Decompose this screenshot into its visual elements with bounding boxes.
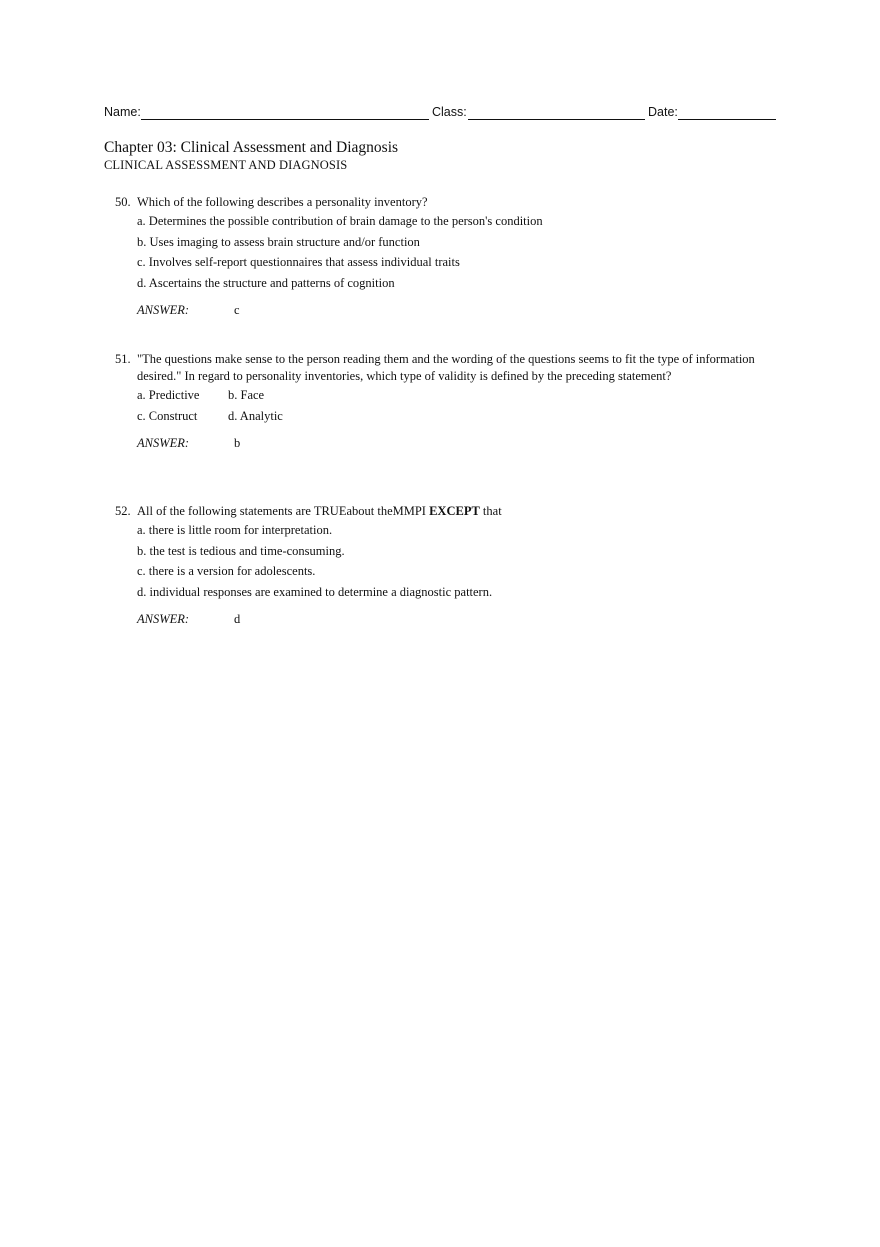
question-text-before: All of the following statements are TRUEabout theMMPI	[137, 504, 430, 518]
question-stem	[115, 503, 755, 520]
name-field-line[interactable]	[141, 119, 429, 120]
class-label: Class:	[432, 105, 467, 119]
question-text-after: that	[479, 504, 502, 518]
name-label: Name:	[104, 105, 141, 119]
choice-a: a. Determines the possible contribution of brain damage to the person's condition	[137, 214, 543, 228]
question-number: 52.	[115, 504, 131, 518]
choice-d: d. individual responses are examined to determine a diagnostic pattern.	[137, 584, 493, 599]
section-title: CLINICAL ASSESSMENT AND DIAGNOSIS	[104, 158, 348, 172]
choice-d: d. Analytic	[228, 408, 283, 423]
choice-row	[137, 385, 755, 406]
chapter-title: Chapter 03: Clinical Assessment and Diagnosis	[104, 139, 399, 156]
question-number: 51.	[115, 352, 131, 366]
answer-label: ANSWER:	[137, 612, 190, 626]
question-number: 50.	[115, 195, 131, 209]
choice-a: a. Predictive	[137, 388, 200, 402]
answer-label: ANSWER:	[137, 436, 190, 450]
date-field-line[interactable]	[678, 119, 776, 120]
choice-a: a. there is little room for interpretation.	[137, 523, 333, 537]
choice-c: c. Construct	[137, 408, 198, 423]
answer-label: ANSWER:	[137, 303, 190, 317]
header-fields	[104, 104, 776, 122]
answer-row	[115, 435, 755, 452]
answer-row	[115, 302, 755, 319]
choice-c: c. Involves self-report questionnaires that assess individual traits	[137, 255, 460, 269]
question-stem	[115, 351, 755, 385]
choice-d: d. Ascertains the structure and patterns of cognition	[137, 275, 395, 290]
question-text: Which of the following describes a personality inventory?	[137, 195, 428, 209]
choice-b: b. the test is tedious and time-consuming.	[137, 543, 345, 558]
question-51	[115, 351, 755, 452]
question-52	[115, 503, 755, 628]
choice-grid	[115, 385, 755, 426]
question-stem	[115, 194, 755, 211]
class-field-line[interactable]	[468, 119, 645, 120]
answer-row	[115, 611, 755, 628]
date-label: Date:	[648, 105, 678, 119]
answer-value: c	[234, 303, 240, 317]
question-50	[115, 194, 755, 319]
question-text-emphasis: EXCEPT	[429, 504, 480, 518]
choice-c: c. there is a version for adolescents.	[137, 564, 316, 578]
answer-value: b	[234, 436, 241, 450]
question-text: "The questions make sense to the person reading them and the wording of the questions seems to fit the type of information desired." In regard to personality inventories, which type of validity is defined by the preceding statement?	[137, 352, 755, 383]
choice-b: b. Face	[228, 388, 265, 402]
choice-row	[137, 406, 755, 427]
choice-b: b. Uses imaging to assess brain structure and/or function	[137, 234, 420, 249]
answer-value: d	[234, 612, 241, 626]
